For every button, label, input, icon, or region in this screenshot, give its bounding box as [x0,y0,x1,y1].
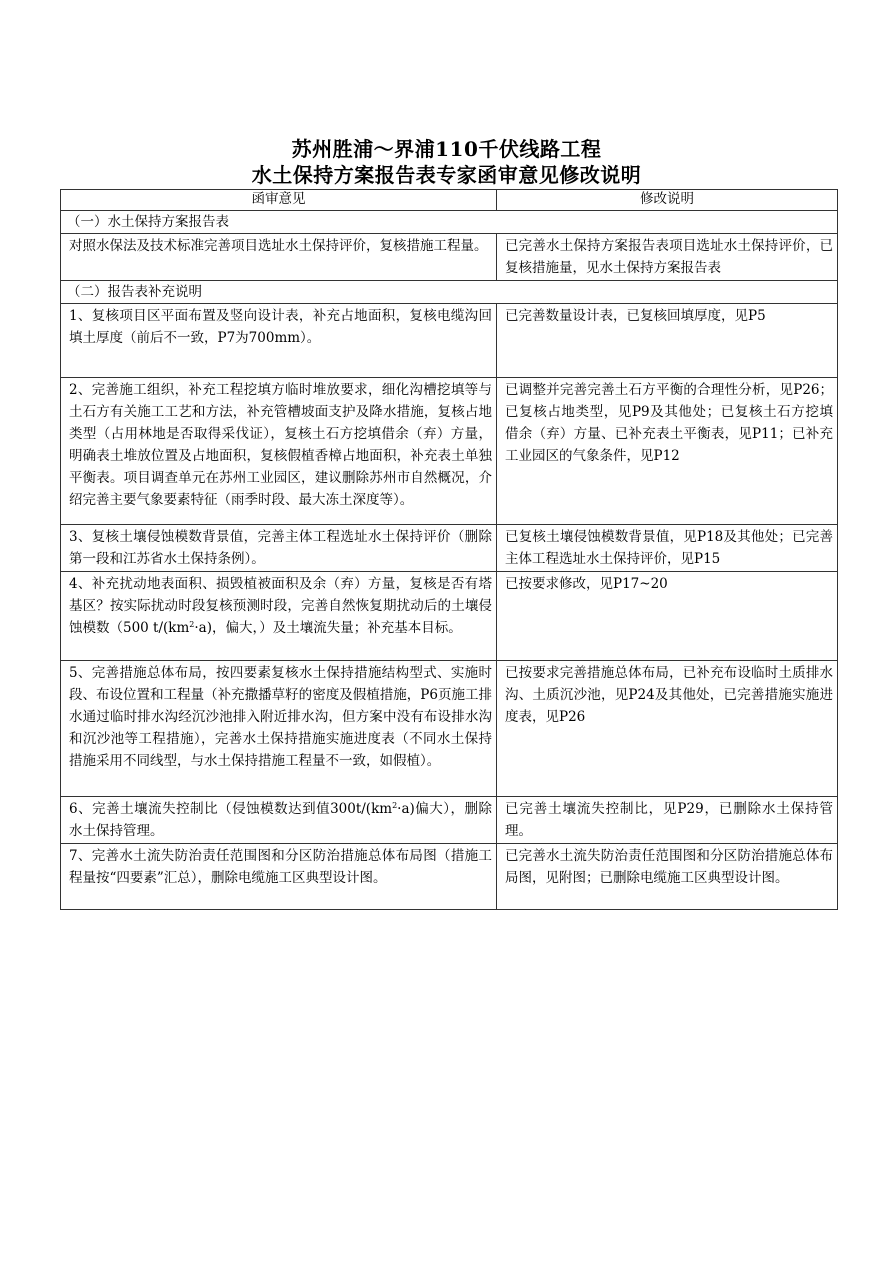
superscript: 2 [189,620,195,629]
opinion-cell: 3、复核土壤侵蚀模数背景值，完善主体工程选址水土保持评价（删除第一段和江苏省水土保持条例）。 [61,525,497,572]
opinion-cell: 1、复核项目区平面布置及竖向设计表，补充占地面积，复核电缆沟回填土厚度（前后不一致，P7为700mm）。 [61,304,497,378]
table-row [61,525,838,572]
opinion-text: ·a)，偏大，）及土壤流失量；补充基本目标。 [194,620,462,636]
opinion-cell [61,797,497,844]
revision-cell: 已按要求完善措施总体布局，已补充布设临时土质排水沟、土质沉沙池，见P24及其他处，已完善措施实施进度表，见P26 [497,661,838,797]
section-row [61,211,838,234]
table-row [61,572,838,661]
opinion-text: 6、完善土壤流失控制比（侵蚀模数达到值300t/(km [69,801,393,817]
table-row [61,378,838,525]
table-row [61,844,838,910]
opinion-cell: 7、完善水土流失防治责任范围图和分区防治措施总体布局图（措施工程量按“四要素”汇总），删除电缆施工区典型设计图。 [61,844,497,910]
section-title: （一）水土保持方案报告表 [61,211,838,234]
revision-cell: 已完善数量设计表，已复核回填厚度，见P5 [497,304,838,378]
revision-cell: 已完善土壤流失控制比，见P29，已删除水土保持管理。 [497,797,838,844]
revision-cell: 已调整并完善完善土石方平衡的合理性分析，见P26；已复核占地类型，见P9及其他处；已复核土石方挖填借余（弃）方量、已补充表土平衡表，见P11；已补充工业园区的气象条件，见P12 [497,378,838,525]
table-header-row [61,190,838,211]
superscript: 2 [392,801,398,810]
section-row [61,281,838,304]
opinion-text: 4、补充扰动地表面积、损毁植被面积及余（弃）方量，复核是否有塔基区？按实际扰动时段复核预测时段，完善自然恢复期扰动后的土壤侵蚀模数（500 t/(km [69,576,492,636]
opinion-cell: 2、完善施工组织，补充工程挖填方临时堆放要求，细化沟槽挖填等与土石方有关施工工艺和方法，补充管槽坡面支护及降水措施，复核占地类型（占用林地是否取得采伐证），复核土石方挖填借余（弃）方量，明确表土堆放位置及占地面积，复核假植香樟占地面积，补充表土单独平衡表。项目调查单元在苏州工业园区，建议删除苏州市自然概况，介绍完善主要气象要素特征（雨季时段、最大冻土深度等）。 [61,378,497,525]
opinion-cell: 5、完善措施总体布局，按四要素复核水土保持措施结构型式、实施时段、布设位置和工程量（补充撒播草籽的密度及假植措施，P6页施工排水通过临时排水沟经沉沙池排入附近排水沟，但方案中没有布设排水沟和沉沙池等工程措施），完善水土保持措施实施进度表（不同水土保持措施采用不同线型，与水土保持措施工程量不一致，如假植）。 [61,661,497,797]
table-row [61,661,838,797]
revision-cell: 已按要求修改，见P17~20 [497,572,838,661]
document-subtitle: 水土保持方案报告表专家函审意见修改说明 [251,163,642,187]
revision-cell: 已复核土壤侵蚀模数背景值，见P18及其他处；已完善主体工程选址水土保持评价，见P15 [497,525,838,572]
revision-cell: 已完善水土保持方案报告表项目选址水土保持评价，已复核措施量，见水土保持方案报告表 [497,234,838,281]
opinion-cell: 对照水保法及技术标准完善项目选址水土保持评价，复核措施工程量。 [61,234,497,281]
opinion-text: ·a)偏大），删除水土保持管理。 [69,801,493,839]
header-revision: 修改说明 [497,190,838,211]
revision-table [60,189,838,910]
table-row [61,234,838,281]
revision-cell: 已完善水土流失防治责任范围图和分区防治措施总体布局图，见附图；已删除电缆施工区典型设计图。 [497,844,838,910]
document-title: 苏州胜浦～界浦110千伏线路工程 [291,137,602,161]
table-row [61,304,838,378]
table-row [61,797,838,844]
opinion-cell [61,572,497,661]
section-title: （二）报告表补充说明 [61,281,838,304]
header-opinion: 函审意见 [61,190,497,211]
